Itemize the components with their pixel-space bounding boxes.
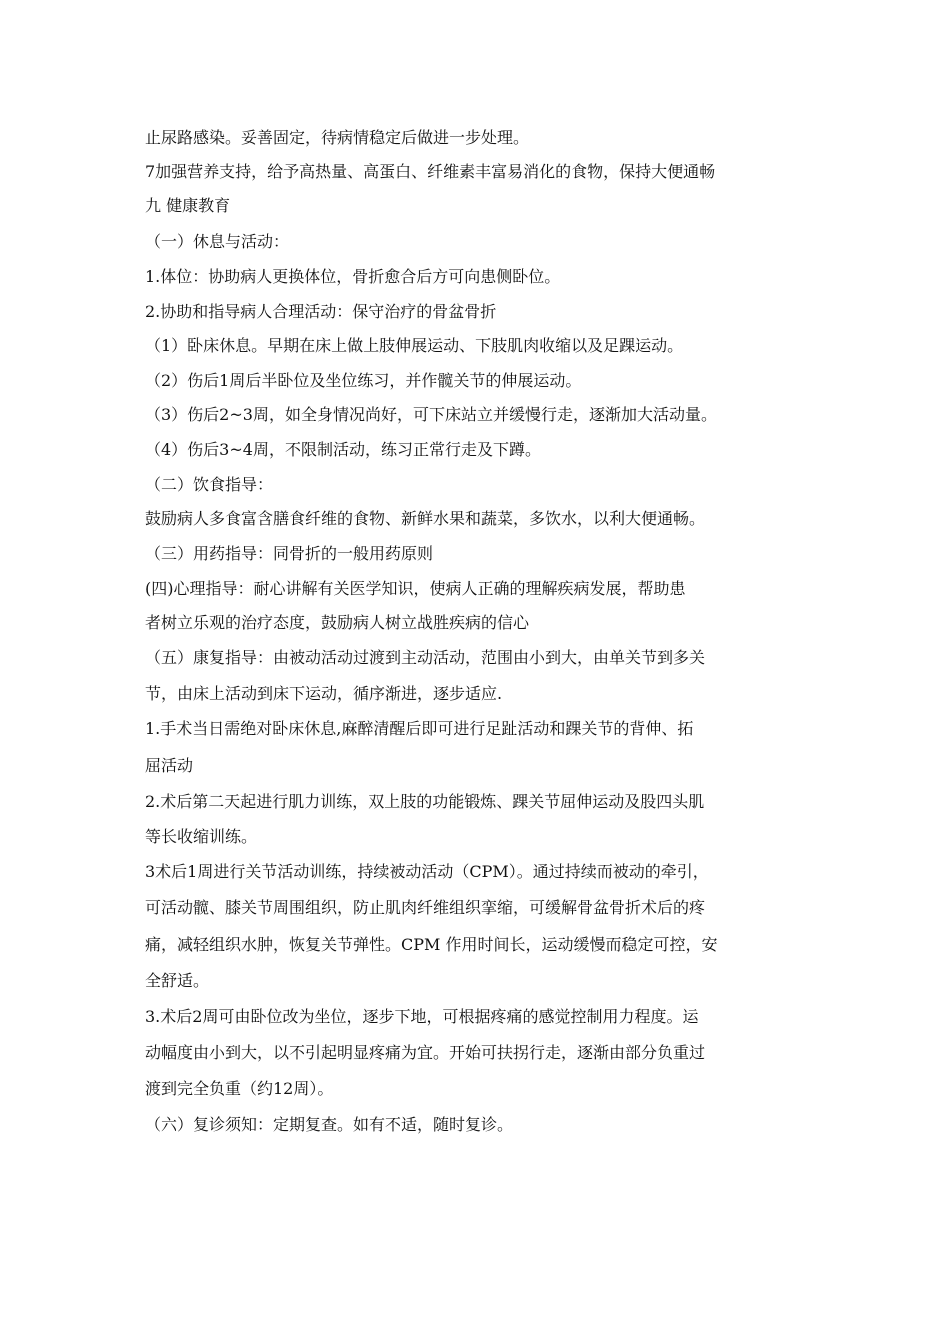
subsection-heading: （三）用药指导：同骨折的一般用药原则: [145, 544, 434, 563]
text-line: 1.手术当日需绝对卧床休息,麻醉清醒后即可进行足趾活动和踝关节的背伸、拓: [145, 719, 694, 738]
text-line: (四)心理指导：耐心讲解有关医学知识，使病人正确的理解疾病发展，帮助患: [145, 579, 686, 598]
text-line: 痛，减轻组织水肿，恢复关节弹性。CPM 作用时间长，运动缓慢而稳定可控，安: [145, 935, 718, 954]
text-line: 止尿路感染。妥善固定，待病情稳定后做进一步处理。: [145, 128, 530, 147]
text-line: （4）伤后3~4周，不限制活动，练习正常行走及下蹲。: [145, 440, 541, 459]
text-line: 渡到完全负重（约12周）。: [145, 1079, 334, 1098]
subsection-heading: （一）休息与活动：: [145, 232, 290, 251]
text-line: 节，由床上活动到床下运动，循序渐进，逐步适应.: [145, 684, 503, 703]
text-line: 鼓励病人多食富含膳食纤维的食物、新鲜水果和蔬菜，多饮水，以利大便通畅。: [145, 509, 706, 528]
text-line: 者树立乐观的治疗态度，鼓励病人树立战胜疾病的信心: [145, 613, 530, 632]
text-line: 2.术后第二天起进行肌力训练，双上肢的功能锻炼、踝关节屈伸运动及股四头肌: [145, 792, 705, 811]
text-line: （五）康复指导：由被动活动过渡到主动活动，范围由小到大，由单关节到多关: [145, 648, 706, 667]
subsection-heading: （二）饮食指导：: [145, 475, 274, 494]
section-heading: 九 健康教育: [145, 196, 231, 215]
text-line: 1.体位：协助病人更换体位，骨折愈合后方可向患侧卧位。: [145, 267, 561, 286]
text-line: 可活动髋、膝关节周围组织，防止肌肉纤维组织挛缩，可缓解骨盆骨折术后的疼: [145, 898, 706, 917]
text-line: （1）卧床休息。早期在床上做上肢伸展运动、下肢肌肉收缩以及足踝运动。: [145, 336, 684, 355]
text-line: 全舒适。: [145, 971, 210, 990]
text-line: 屈活动: [145, 756, 194, 775]
text-line: （3）伤后2~3周，如全身情况尚好，可下床站立并缓慢行走，逐渐加大活动量。: [145, 405, 717, 424]
text-line: 3术后1周进行关节活动训练，持续被动活动（CPM）。通过持续而被动的牵引，: [145, 862, 709, 881]
subsection-heading: （六）复诊须知：定期复查。如有不适，随时复诊。: [145, 1115, 514, 1134]
text-line: 3.术后2周可由卧位改为坐位，逐步下地，可根据疼痛的感觉控制用力程度。运: [145, 1007, 699, 1026]
text-line: 2.协助和指导病人合理活动：保守治疗的骨盆骨折: [145, 302, 497, 321]
text-line: 等长收缩训练。: [145, 827, 258, 846]
text-line: 7加强营养支持，给予高热量、高蛋白、纤维素丰富易消化的食物，保持大便通畅: [145, 162, 716, 181]
text-line: 动幅度由小到大，以不引起明显疼痛为宜。开始可扶拐行走，逐渐由部分负重过: [145, 1043, 706, 1062]
text-line: （2）伤后1周后半卧位及坐位练习，并作髋关节的伸展运动。: [145, 371, 582, 390]
